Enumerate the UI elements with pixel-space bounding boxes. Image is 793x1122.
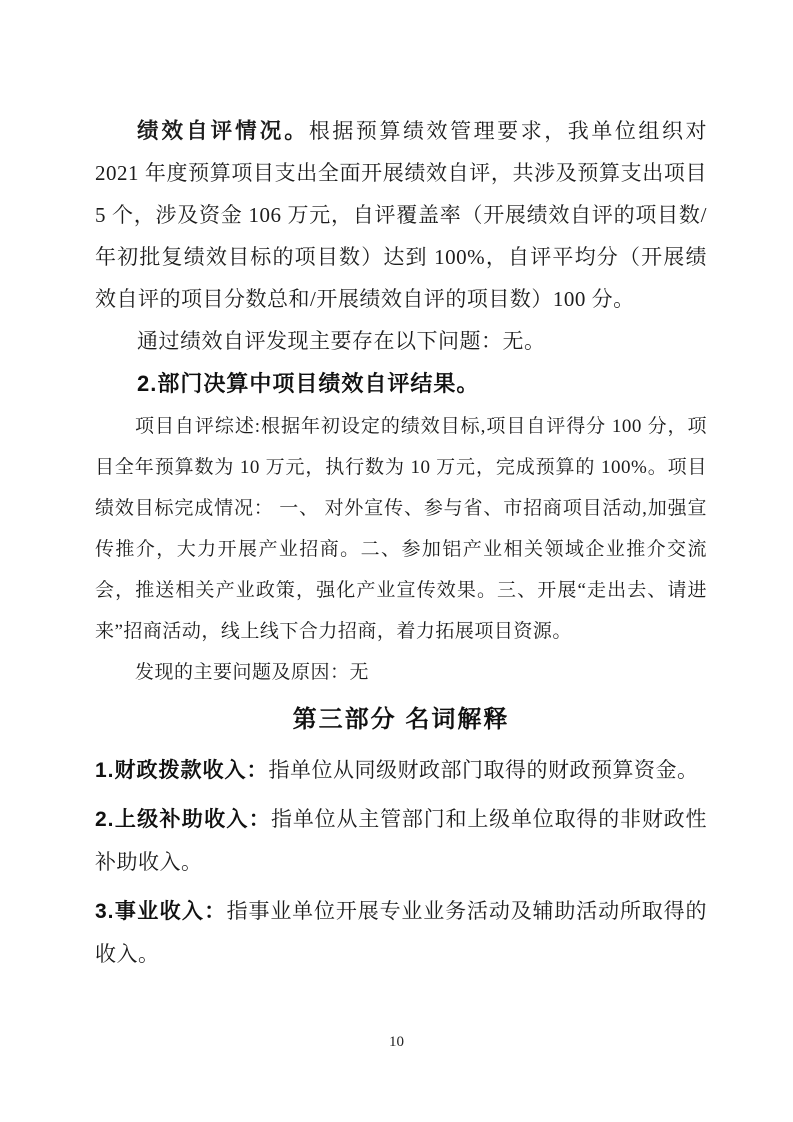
definition-desc-fiscal-appropriation-income: 指单位从同级财政部门取得的财政预算资金。 bbox=[268, 758, 699, 782]
definition-term-business-income: 3.事业收入： bbox=[95, 900, 227, 923]
definition-business-income bbox=[95, 890, 707, 976]
definition-desc-superior-subsidy-income: 指单位从主管部门和上级单位取得的非财政性补助收入。 bbox=[95, 807, 707, 874]
paragraph-performance-self-evaluation bbox=[95, 110, 707, 320]
definition-desc-business-income: 指事业单位开展专业业务活动及辅助活动所取得的收入。 bbox=[95, 899, 707, 966]
definition-term-fiscal-appropriation-income: 1.财政拨款收入： bbox=[95, 759, 269, 782]
definition-superior-subsidy-income bbox=[95, 798, 707, 884]
heading-section-three-glossary: 第三部分 名词解释 bbox=[292, 706, 510, 733]
heading-project-self-evaluation-results: 2.部门决算中项目绩效自评结果。 bbox=[137, 371, 480, 396]
document-content bbox=[95, 110, 707, 976]
paragraph-project-self-evaluation-summary: 项目自评综述:根据年初设定的绩效目标,项目自评得分 100 分，项目全年预算数为 10 万元，执行数为 10 万元，完成预算的 100%。项目绩效目标完成情况： 一、 对外宣传、参与省、市招商项目活动,加强宣传推介，大力开展产业招商。二、参加铝产业相关领域企业推介交流会，推送相关产业政策，强化产业宣传效果。三、开展“走出去、请进来”招商活动，线上线下合力招商，着力拓展项目资源。 bbox=[95, 416, 707, 642]
paragraph-main-problems-and-causes: 发现的主要问题及原因：无 bbox=[135, 662, 370, 683]
paragraph-lead-performance-self-evaluation: 绩效自评情况。 bbox=[137, 119, 309, 143]
page-number: 10 bbox=[389, 1034, 404, 1050]
paragraph-issues-found: 通过绩效自评发现主要存在以下问题：无。 bbox=[137, 329, 546, 353]
definition-term-superior-subsidy-income: 2.上级补助收入： bbox=[95, 808, 272, 831]
definition-fiscal-appropriation-income bbox=[95, 749, 707, 792]
paragraph-performance-self-evaluation-text: 根据预算绩效管理要求，我单位组织对 2021 年度预算项目支出全面开展绩效自评，共涉及预算支出项目 5 个，涉及资金 106 万元，自评覆盖率（开展绩效自评的项目数/年初批复绩效目标的项目数）达到 100%，自评平均分（开展绩效自评的项目分数总和/开展绩效自评的项目数）100 分。 bbox=[95, 119, 707, 311]
